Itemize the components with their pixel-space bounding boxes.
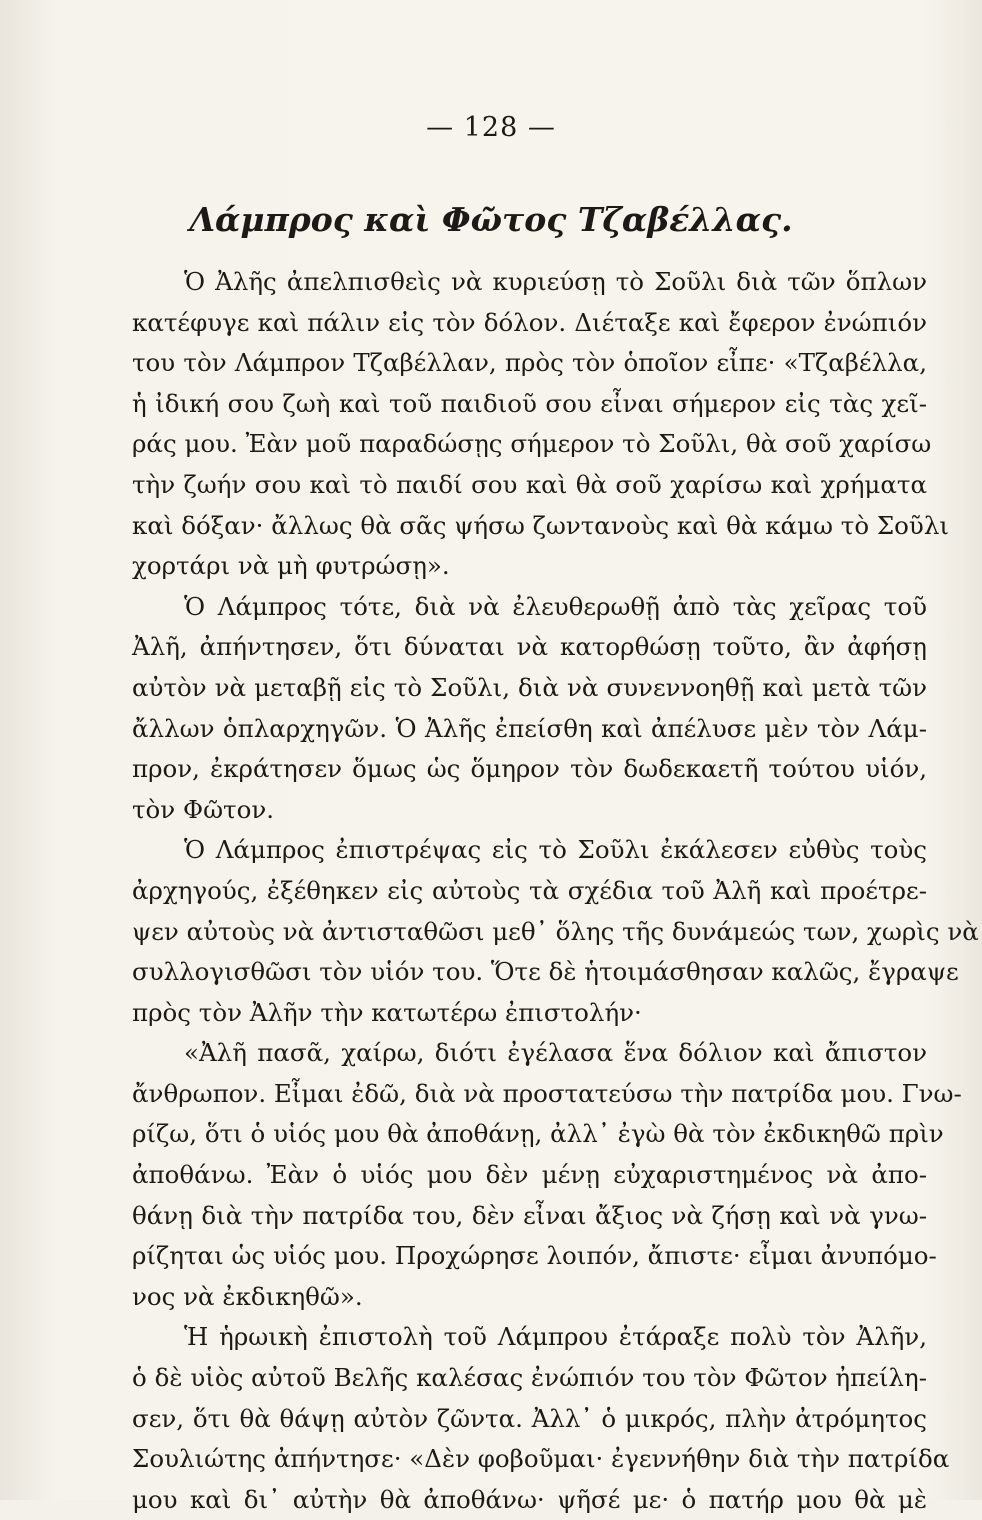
text-line: ἄνθρωπον. Εἶμαι ἐδῶ, διὰ νὰ προστατεύσω τὴν πατρίδα μου. Γνω-	[132, 1078, 962, 1108]
text-line: ἡ ἰδική σου ζωὴ καὶ τοῦ παιδιοῦ σου εἶναι σήμερον εἰς τὰς χεῖ-	[132, 388, 927, 418]
text-line: τὸν Φῶτον.	[132, 794, 275, 824]
text-line: του τὸν Λάμπρον Τζαβέλλαν, πρὸς τὸν ὁποῖον εἶπε· «Τζαβέλλα,	[132, 348, 927, 378]
text-line: συλλογισθῶσι τὸν υἱόν του. Ὅτε δὲ ἡτοιμάσθησαν καλῶς, ἔγραψε	[132, 957, 959, 987]
text-line: αὐτὸν νὰ μεταβῇ εἰς τὸ Σοῦλι, διὰ νὰ συνεννοηθῇ καὶ μετὰ τῶν	[132, 672, 927, 702]
text-line: σεν, ὅτι θὰ θάψῃ αὐτὸν ζῶντα. Ἀλλ᾽ ὁ μικρός, πλὴν ἀτρόμητος	[132, 1403, 927, 1433]
text-line: «Ἀλῆ πασᾶ, χαίρω, διότι ἐγέλασα ἕνα δόλιον καὶ ἄπιστον	[184, 1038, 927, 1068]
text-line: ψεν αὐτοὺς νὰ ἀντισταθῶσι μεθ᾽ ὅλης τῆς δυνάμεώς των, χωρὶς νὰ	[132, 916, 979, 946]
text-line: Ὁ Λάμπρος τότε, διὰ νὰ ἐλευθερωθῇ ἀπὸ τὰς χεῖρας τοῦ	[184, 591, 927, 621]
text-line: ράς μου. Ἐὰν μοῦ παραδώσῃς σήμερον τὸ Σοῦλι, θὰ σοῦ χαρίσω	[132, 429, 932, 459]
text-line: Ὁ Ἀλῆς ἀπελπισθεὶς νὰ κυριεύσῃ τὸ Σοῦλι διὰ τῶν ὅπλων	[184, 267, 927, 296]
text-line: Ἀλῆ, ἀπήντησεν, ὅτι δύναται νὰ κατορθώσῃ τοῦτο, ἂν ἀφήσῃ	[132, 632, 927, 662]
text-line: ρίζω, ὅτι ὁ υἱός μου θὰ ἀποθάνῃ, ἀλλ᾽ ἐγὼ θὰ τὸν ἐκδικηθῶ πρὶν	[132, 1119, 944, 1149]
text-line: θάνῃ διὰ τὴν πατρίδα του, δὲν εἶναι ἄξιος νὰ ζήσῃ καὶ νὰ γνω-	[132, 1200, 927, 1230]
text-line: τὴν ζωήν σου καὶ τὸ παιδί σου καὶ θὰ σοῦ χαρίσω καὶ χρήματα	[132, 469, 927, 499]
text-line: ἀποθάνω. Ἐὰν ὁ υἱός μου δὲν μένῃ εὐχαριστημένος νὰ ἀπο-	[132, 1160, 927, 1190]
text-line: μου καὶ δι᾽ αὐτὴν θὰ ἀποθάνω· ψῆσέ με· ὁ πατήρ μου θὰ μὲ	[132, 1484, 927, 1514]
text-line: καὶ δόξαν· ἄλλως θὰ σᾶς ψήσω ζωντανοὺς καὶ θὰ κάμω τὸ Σοῦλι	[132, 510, 949, 540]
body-text	[132, 262, 979, 1520]
text-line: Σουλιώτης ἀπήντησε· «Δὲν φοβοῦμαι· ἐγεννήθην διὰ τὴν πατρίδα	[132, 1444, 950, 1474]
text-line: ρίζηται ὡς υἱός μου. Προχώρησε λοιπόν, ἄπιστε· εἶμαι ἀνυπόμο-	[132, 1241, 937, 1271]
text-line: ἀρχηγούς, ἐξέθηκεν εἰς αὐτοὺς τὰ σχέδια τοῦ Ἀλῆ καὶ προέτρε-	[132, 875, 927, 905]
text-line: προν, ἐκράτησεν ὅμως ὡς ὅμηρον τὸν δωδεκαετῆ τούτου υἱόν,	[132, 754, 927, 784]
text-line: ἄλλων ὁπλαρχηγῶν. Ὁ Ἀλῆς ἐπείσθη καὶ ἀπέλυσε μὲν τὸν Λάμ-	[132, 713, 927, 743]
text-line: ὁ δὲ υἱὸς αὐτοῦ Βελῆς καλέσας ἐνώπιόν του τὸν Φῶτον ἠπείλη-	[132, 1363, 927, 1393]
chapter-title: Λάμπρος καὶ Φῶτος Τζαβέλλας.	[189, 200, 793, 239]
text-line: πρὸς τὸν Ἀλῆν τὴν κατωτέρω ἐπιστολήν·	[132, 997, 642, 1027]
text-line: νος νὰ ἐκδικηθῶ».	[132, 1281, 363, 1311]
text-line: κατέφυγε καὶ πάλιν εἰς τὸν δόλον. Διέταξε καὶ ἔφερον ἐνώπιόν	[132, 307, 927, 337]
text-line: Ὁ Λάμπρος ἐπιστρέψας εἰς τὸ Σοῦλι ἐκάλεσεν εὐθὺς τοὺς	[184, 835, 927, 865]
text-line: Ἡ ἡρωικὴ ἐπιστολὴ τοῦ Λάμπρου ἐτάραξε πολὺ τὸν Ἀλῆν,	[184, 1322, 927, 1352]
page-number: — 128 —	[426, 112, 556, 143]
text-line: χορτάρι νὰ μὴ φυτρώσῃ».	[132, 551, 450, 581]
